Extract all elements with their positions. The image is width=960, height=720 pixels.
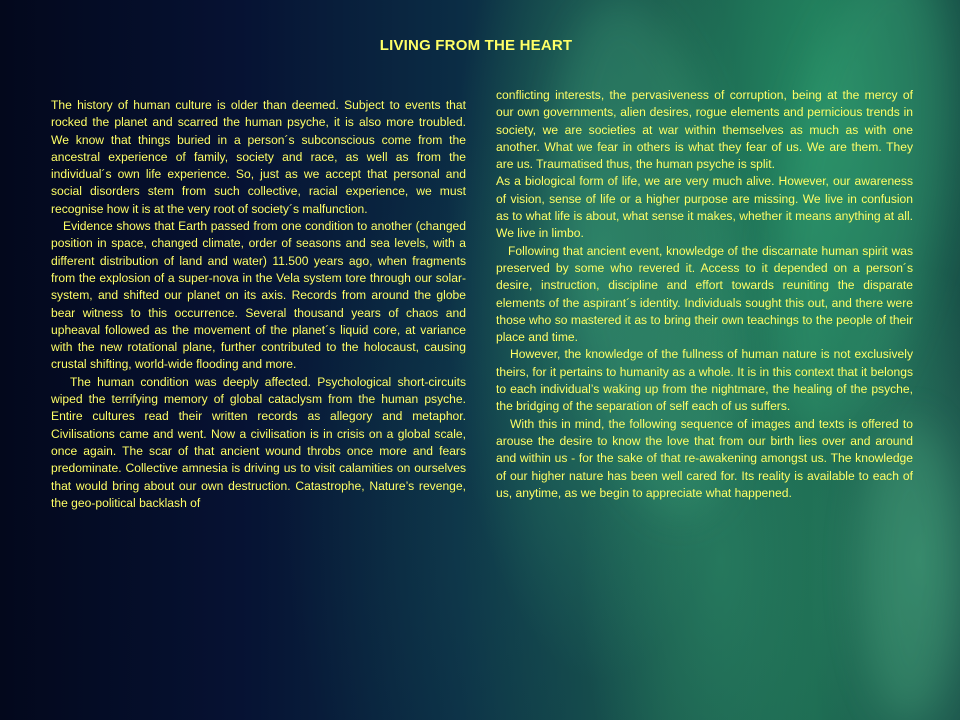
paragraph: As a biological form of life, we are very much alive. However, our awareness of vision, sense of life or a higher purpose are missing. We live in confusion as to what life is about, what sense it makes, whether it means anything at all. We live in limbo. — [496, 174, 913, 241]
paragraph: conflicting interests, the pervasiveness of corruption, being at the mercy of our own governments, alien desires, rogue elements and pernicious trends in society, we are societies at war within themselves as much as with one another. What we fear in others is what they fear of us. We are them. They are us. Traumatised thus, the human psyche is split. — [496, 88, 913, 172]
paragraph: The history of human culture is older than deemed. Subject to events that rocked the planet and scarred the human psyche, it is also more troubled. We know that things buried in a person´s subconscious come from the ancestral experience of family, society and race, as well as from the individual´s own life experience. So, just as we accept that personal and social disorders stem from such collective, racial experience, we must recognise how it is at the very root of society´s malfunction. — [51, 98, 466, 216]
paragraph: Evidence shows that Earth passed from one condition to another (changed position in space, changed climate, order of seasons and sea levels, with a different distribution of land and water) 11.500 years ago, when fragments from the explosion of a super-nova in the Vela system tore through our solar-system, and shifted our planet on its axis. Records from around the globe bear witness to this occurrence. Several thousand years of chaos and upheaval followed as the movement of the planet´s liquid core, at variance with the new rotational plane, further contributed to the holocaust, causing crustal shifting, world-wide flooding and more. — [51, 219, 466, 372]
right-text-column — [496, 87, 913, 502]
slide-title: LIVING FROM THE HEART — [379, 37, 573, 54]
paragraph: However, the knowledge of the fullness of human nature is not exclusively theirs, for it pertains to humanity as a whole. It is in this context that it belongs to each individual’s waking up from the nightmare, the healing of the psyche, the bridging of the separation of self each of us suffers. — [496, 347, 913, 414]
paragraph: Following that ancient event, knowledge of the discarnate human spirit was preserved by some who revered it. Access to it depended on a person´s desire, instruction, discipline and effort towards reuniting the disparate elements of the aspirant´s identity. Individuals sought this out, and there were those who so mastered it as to bring their own teachings to the people of their place and time. — [496, 243, 913, 345]
left-text-column — [51, 97, 466, 512]
paragraph: With this in mind, the following sequence of images and texts is offered to arouse the desire to know the love that from our birth lies over and around and within us - for the sake of that re-awakening amongst us. The knowledge of our higher nature has been well cared for. Its reality is available to each of us, anytime, as we begin to appreciate what happened. — [496, 416, 913, 500]
paragraph: The human condition was deeply affected. Psychological short-circuits wiped the terrifying memory of global cataclysm from the human psyche. Entire cultures read their written records as allegory and metaphor. Civilisations came and went. Now a civilisation is in crisis on a global scale, once again. The scar of that ancient wound throbs once more and fears predominate. Collective amnesia is driving us to visit calamities on ourselves that would bring about our own destruction. Catastrophe, Nature’s revenge, the geo-political backlash of — [51, 374, 466, 510]
